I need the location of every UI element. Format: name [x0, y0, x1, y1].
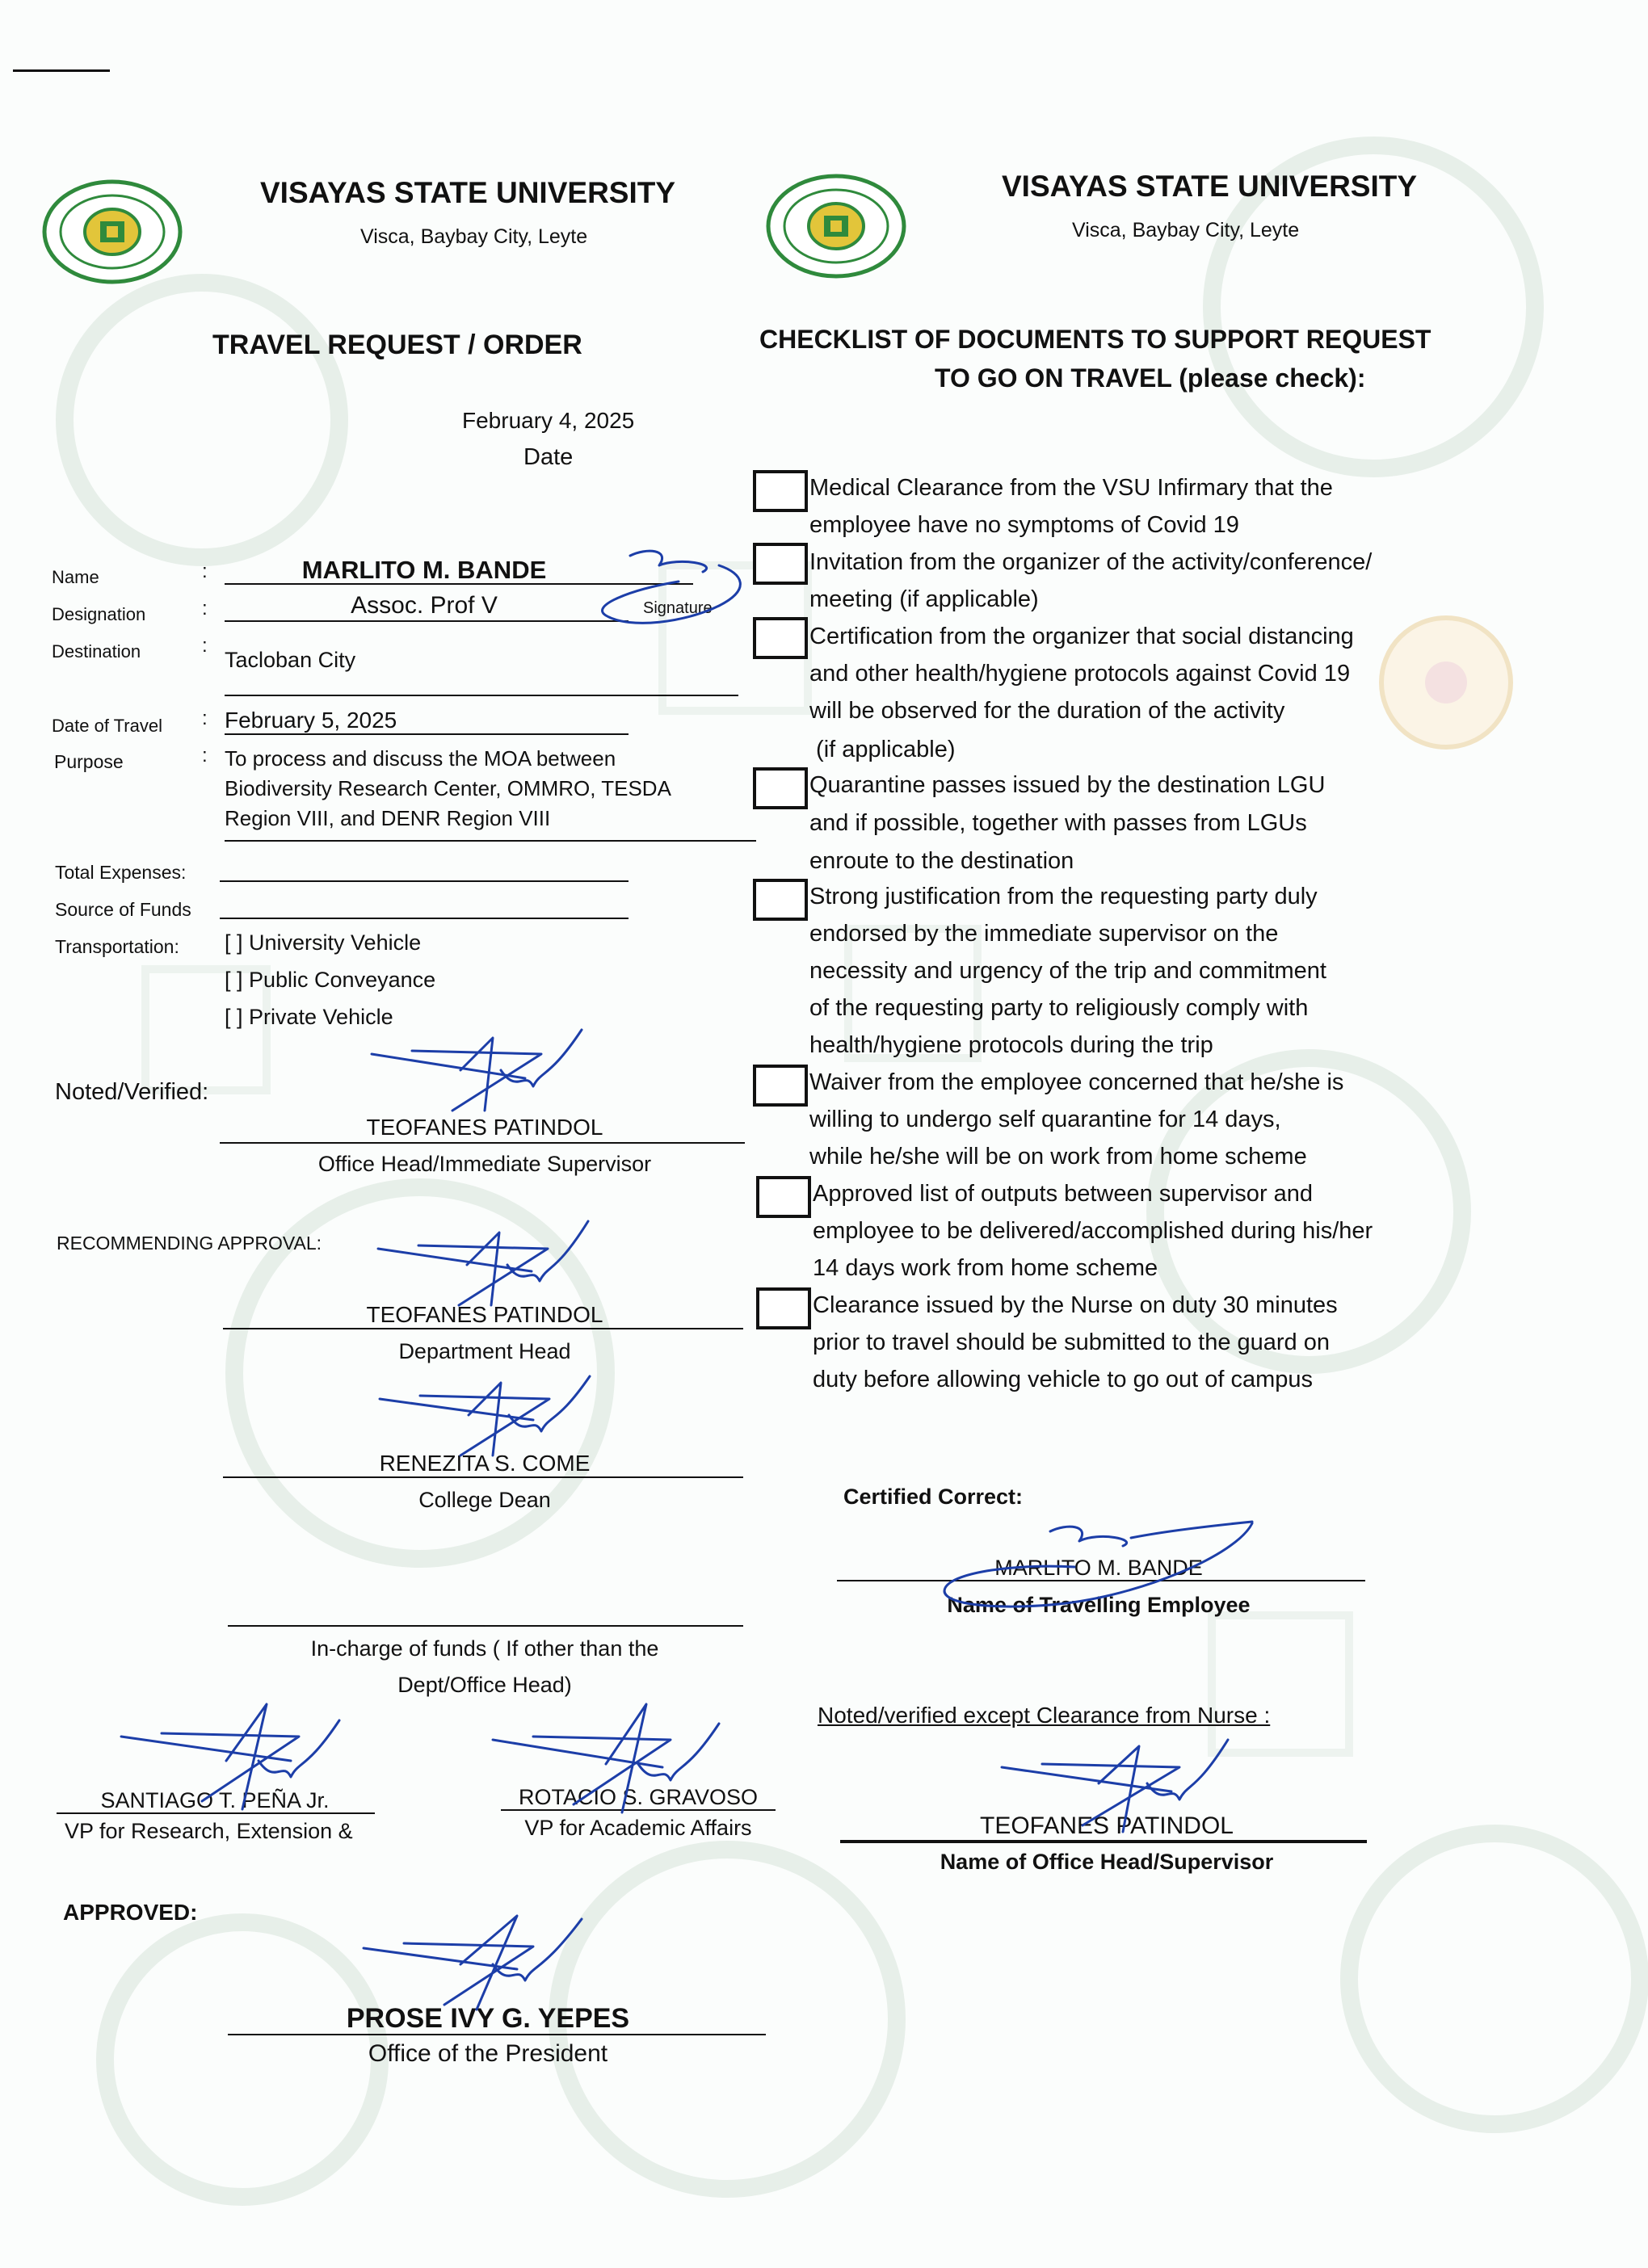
vp-academic-underline [501, 1809, 776, 1811]
office-supervisor-underline [840, 1840, 1367, 1843]
checklist-item-1-line-1: Medical Clearance from the VSU Infirmary that the [809, 475, 1333, 501]
seal-icon [42, 179, 183, 284]
checklist-checkbox-3[interactable] [753, 617, 808, 659]
name-value: MARLITO M. BANDE [301, 556, 547, 584]
travelling-employee-underline [837, 1580, 1365, 1581]
recommending-approval-label: RECOMMENDING APPROVAL: [57, 1233, 322, 1254]
vp-research-name: SANTIAGO T. PEÑA Jr. [100, 1788, 330, 1812]
checklist-item-1-line-2: employee have no symptoms of Covid 19 [809, 512, 1239, 538]
noted-except-label: Noted/verified except Clearance from Nurse : [818, 1703, 1271, 1728]
transport-option-public-conveyance[interactable]: [ ] Public Conveyance [225, 968, 436, 992]
incharge-line-1: In-charge of funds ( If other than the [310, 1636, 659, 1661]
noted-name: TEOFANES PATINDOL [366, 1115, 603, 1140]
dean-position: College Dean [418, 1488, 551, 1512]
designation-underline [225, 620, 629, 622]
purpose-line-3: Region VIII, and DENR Region VIII [225, 806, 551, 830]
noted-underline [220, 1142, 745, 1144]
dept-head-name: TEOFANES PATINDOL [366, 1302, 603, 1327]
president-underline [228, 2034, 766, 2035]
request-date-value: February 4, 2025 [462, 408, 635, 433]
checklist-item-8-line-1: Clearance issued by the Nurse on duty 30 minutes [813, 1292, 1338, 1318]
vp-academic-position: VP for Academic Affairs [524, 1816, 752, 1840]
checklist-item-4-line-1: Quarantine passes issued by the destination LGU [809, 772, 1326, 798]
checklist-checkbox-8[interactable] [756, 1287, 811, 1329]
destination-value: Tacloban City [225, 648, 356, 672]
signature-patindol-1 [364, 1022, 590, 1127]
designation-value: Assoc. Prof V [351, 592, 498, 619]
total-expenses-label: Total Expenses: [55, 862, 187, 883]
seal-icon [766, 174, 907, 279]
office-supervisor-name: TEOFANES PATINDOL [980, 1812, 1234, 1839]
date-of-travel-colon: : [202, 708, 208, 729]
date-of-travel-label: Date of Travel [52, 716, 162, 736]
president-position: Office of the President [368, 2040, 608, 2067]
incharge-line-2: Dept/Office Head) [397, 1673, 572, 1697]
destination-underline [225, 695, 738, 696]
checklist-item-6-line-1: Waiver from the employee concerned that he/she is [809, 1069, 1344, 1095]
checklist-item-3-line-2: and other health/hygiene protocols against Covid 19 [809, 661, 1351, 687]
dept-head-position: Department Head [398, 1339, 571, 1363]
checklist-item-5-line-5: health/hygiene protocols during the trip [809, 1032, 1213, 1058]
checklist-checkbox-2[interactable] [753, 543, 808, 585]
checklist-item-6-line-3: while he/she will be on work from home scheme [809, 1144, 1307, 1170]
source-of-funds-label: Source of Funds [55, 899, 191, 920]
checklist-item-5-line-3: necessity and urgency of the trip and commitment [809, 958, 1326, 984]
source-of-funds-underline [220, 918, 629, 919]
checklist-item-4-line-3: enroute to the destination [809, 848, 1074, 874]
checklist-checkbox-7[interactable] [756, 1176, 811, 1218]
checklist-item-5-line-2: endorsed by the immediate supervisor on the [809, 921, 1279, 947]
checklist-item-5-line-1: Strong justification from the requesting party duly [809, 884, 1318, 909]
checklist-item-4-line-2: and if possible, together with passes from LGUs [809, 810, 1307, 836]
checklist-item-7-line-3: 14 days work from home scheme [813, 1255, 1158, 1281]
university-address-left: Visca, Baybay City, Leyte [360, 225, 588, 248]
purpose-label: Purpose [54, 751, 124, 772]
stray-mark [13, 69, 110, 72]
dept-head-underline [223, 1328, 743, 1329]
checklist-item-7-line-2: employee to be delivered/accomplished during his/her [813, 1218, 1373, 1244]
university-seal-left [42, 179, 183, 284]
checklist-checkbox-6[interactable] [753, 1065, 808, 1107]
vp-research-underline [57, 1812, 375, 1814]
travelling-employee-name: MARLITO M. BANDE [994, 1556, 1203, 1580]
checklist-item-6-line-2: willing to undergo self quarantine for 14 days, [809, 1107, 1281, 1132]
vp-research-position: VP for Research, Extension & [65, 1819, 353, 1843]
request-date-label: Date [523, 444, 574, 470]
destination-colon: : [202, 635, 208, 657]
checklist-item-2-line-2: meeting (if applicable) [809, 586, 1039, 612]
university-name-right: VISAYAS STATE UNIVERSITY [1002, 170, 1418, 203]
noted-verified-label: Noted/Verified: [55, 1079, 209, 1105]
checklist-item-3-line-1: Certification from the organizer that social distancing [809, 624, 1354, 649]
certified-correct-label: Certified Correct: [843, 1485, 1024, 1509]
signature-label: Signature [643, 599, 713, 617]
travelling-employee-caption: Name of Travelling Employee [947, 1593, 1251, 1617]
checklist-item-5-line-4: of the requesting party to religiously comply with [809, 995, 1309, 1021]
name-label: Name [52, 567, 99, 587]
office-supervisor-caption: Name of Office Head/Supervisor [940, 1850, 1274, 1874]
total-expenses-underline [220, 880, 629, 882]
approved-label: APPROVED: [63, 1900, 198, 1925]
checklist-item-8-line-3: duty before allowing vehicle to go out of campus [813, 1367, 1314, 1392]
checklist-title-line-2: TO GO ON TRAVEL (please check): [935, 363, 1366, 393]
transport-option-university-vehicle[interactable]: [ ] University Vehicle [225, 930, 422, 955]
transport-option-private-vehicle[interactable]: [ ] Private Vehicle [225, 1005, 393, 1029]
incharge-underline [228, 1625, 743, 1627]
transportation-label: Transportation: [55, 936, 179, 957]
dean-underline [223, 1476, 743, 1478]
purpose-colon: : [202, 745, 208, 766]
university-name-left: VISAYAS STATE UNIVERSITY [260, 176, 676, 209]
designation-colon: : [202, 598, 208, 620]
date-of-travel-value: February 5, 2025 [225, 708, 397, 733]
destination-label: Destination [52, 641, 141, 662]
vp-academic-name: ROTACIO S. GRAVOSO [518, 1785, 759, 1809]
name-underline [225, 583, 693, 585]
university-seal-right [766, 174, 907, 279]
purpose-underline [225, 840, 756, 842]
checklist-checkbox-4[interactable] [753, 767, 808, 809]
checklist-checkbox-1[interactable] [753, 470, 808, 512]
university-address-right: Visca, Baybay City, Leyte [1072, 219, 1300, 242]
purpose-line-1: To process and discuss the MOA between [225, 746, 616, 771]
checklist-item-3-line-3: will be observed for the duration of the activity [809, 698, 1285, 724]
checklist-checkbox-5[interactable] [753, 879, 808, 921]
designation-label: Designation [52, 604, 146, 624]
president-name: PROSE IVY G. YEPES [346, 2003, 630, 2034]
checklist-item-3-line-4: (if applicable) [809, 737, 956, 762]
noted-position: Office Head/Immediate Supervisor [317, 1152, 652, 1176]
checklist-item-8-line-2: prior to travel should be submitted to the guard on [813, 1329, 1330, 1355]
checklist-item-2-line-1: Invitation from the organizer of the activity/conference/ [809, 549, 1373, 575]
name-colon: : [202, 561, 208, 582]
date-of-travel-underline [225, 733, 629, 735]
checklist-item-7-line-1: Approved list of outputs between supervisor and [813, 1181, 1314, 1207]
form-title: TRAVEL REQUEST / ORDER [212, 330, 582, 360]
checklist-title-line-1: CHECKLIST OF DOCUMENTS TO SUPPORT REQUEST [759, 325, 1431, 354]
dean-name: RENEZITA S. COME [379, 1451, 591, 1476]
purpose-line-2: Biodiversity Research Center, OMMRO, TESDA [225, 776, 671, 800]
